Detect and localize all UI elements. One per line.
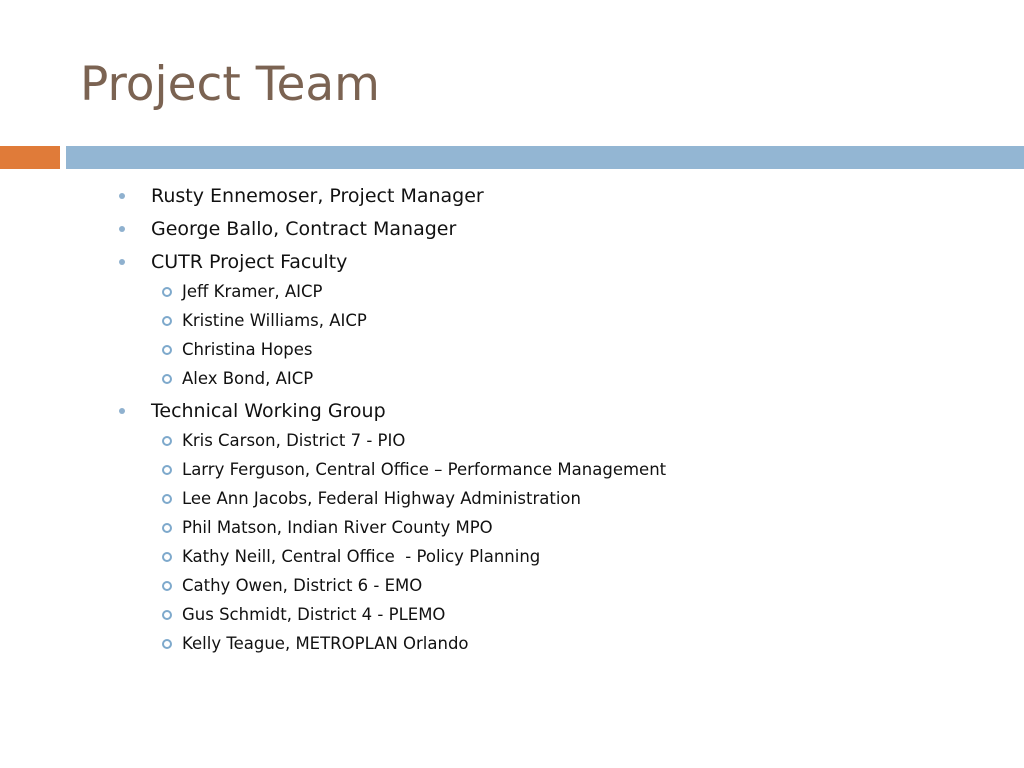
bullet-ring-icon [162, 494, 172, 504]
bullet-ring-icon [162, 374, 172, 384]
bullet-ring-icon [162, 581, 172, 591]
slide-title: Project Team [80, 57, 380, 112]
bullet-ring-icon [162, 465, 172, 475]
bullet-dot-icon [119, 408, 125, 414]
bullet-ring-icon [162, 316, 172, 326]
list-item: Larry Ferguson, Central Office – Performance Management [182, 460, 667, 479]
bullet-ring-icon [162, 552, 172, 562]
list-item: Gus Schmidt, District 4 - PLEMO [182, 605, 446, 624]
list-item: Kris Carson, District 7 - PIO [182, 431, 406, 450]
bullet-ring-icon [162, 639, 172, 649]
bullet-dot-icon [119, 259, 125, 265]
bullet-ring-icon [162, 610, 172, 620]
list-item: Christina Hopes [182, 340, 313, 359]
list-item: Alex Bond, AICP [182, 369, 314, 388]
list-item: Rusty Ennemoser, Project Manager [151, 185, 484, 207]
bullet-ring-icon [162, 436, 172, 446]
list-item: Cathy Owen, District 6 - EMO [182, 576, 423, 595]
list-item: Kelly Teague, METROPLAN Orlando [182, 634, 469, 653]
list-item: Kathy Neill, Central Office - Policy Planning [182, 547, 541, 566]
bullet-ring-icon [162, 523, 172, 533]
list-item: George Ballo, Contract Manager [151, 218, 457, 240]
list-item: CUTR Project Faculty [151, 251, 348, 273]
bullet-ring-icon [162, 345, 172, 355]
bullet-ring-icon [162, 287, 172, 297]
list-item: Technical Working Group [151, 400, 386, 422]
list-item: Lee Ann Jacobs, Federal Highway Administration [182, 489, 581, 508]
list-item: Jeff Kramer, AICP [182, 282, 323, 301]
list-item: Kristine Williams, AICP [182, 311, 367, 330]
bullet-dot-icon [119, 226, 125, 232]
bullet-dot-icon [119, 193, 125, 199]
list-item: Phil Matson, Indian River County MPO [182, 518, 493, 537]
